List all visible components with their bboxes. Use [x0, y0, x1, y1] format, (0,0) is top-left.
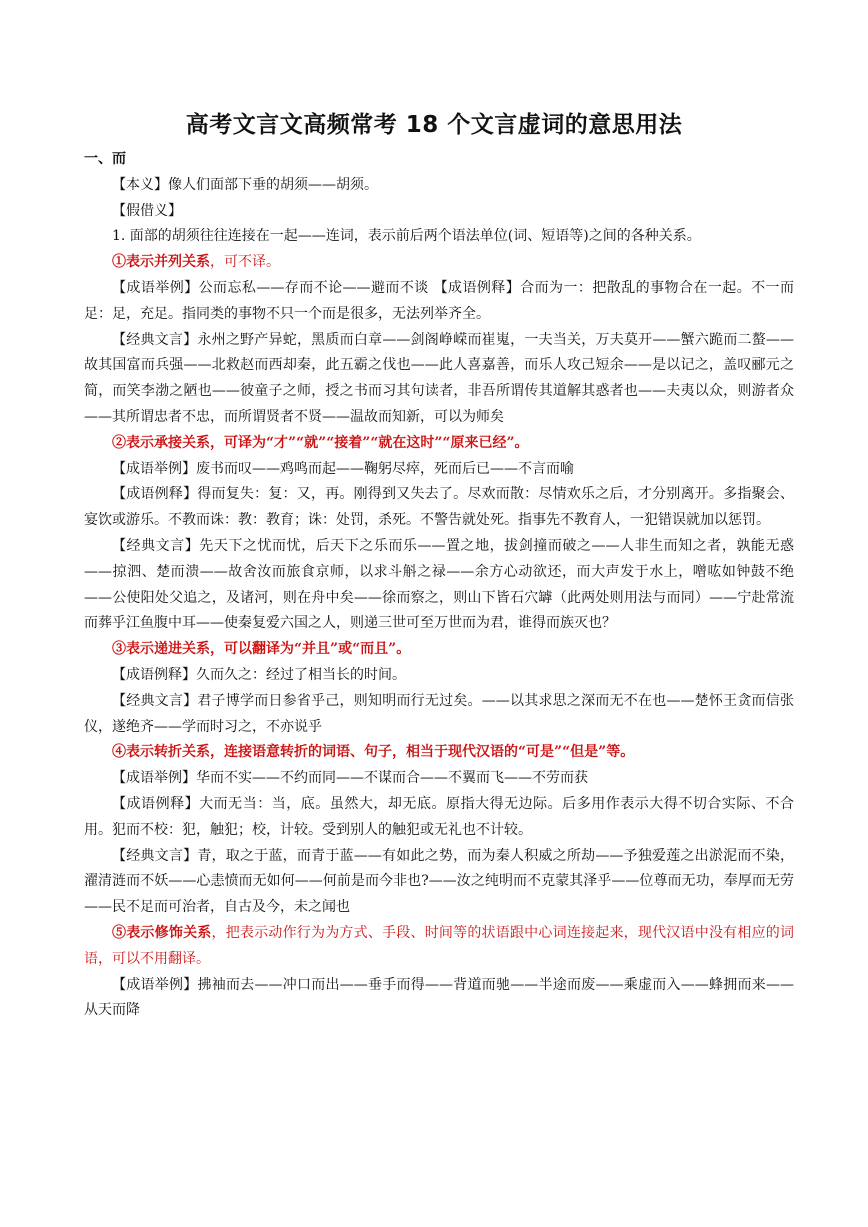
usage-5-title: ⑤表示修饰关系 [112, 924, 212, 941]
usage-1-note: ，可不译。 [210, 254, 280, 271]
usage-1-idioms: 【成语举例】公而忘私——存而不论——避而不谈 【成语例释】合而为一：把散乱的事物合在一起。不一而足：足，充足。指同类的事物不只一个而是很多，无法列举齐全。 [84, 279, 794, 322]
document-body [84, 147, 794, 1024]
usage-3-heading: ③表示递进关系，可以翻译为“并且”或“而且”。 [112, 641, 411, 658]
usage-3-explanations: 【成语例释】久而久之：经过了相当长的时间。 [112, 666, 406, 683]
usage-1-title: ①表示并列关系 [112, 254, 210, 271]
paragraph-definition-1: 1. 面部的胡须往往连接在一起——连词，表示前后两个语法单位(词、短语等)之间的各种关系。 [112, 228, 701, 245]
usage-1-classics: 【经典文言】永州之野产异蛇，黑质而白章——剑阁峥嵘而崔嵬，一夫当关，万夫莫开——蟹六跪而二螯——故其国富而兵强——北救赵而西却秦，此五霸之伐也——此人喜嘉善，而乐人攻己短余——是以记之，盖叹郦元之简，而笑李渤之陋也——彼童子之师，授之书而习其句读者，非吾所谓传其道解其惑者也——夫夷以众，则游者众——其所谓忠者不忠，而所谓贤者不贤——温故而知新，可以为师矣 [84, 331, 794, 425]
usage-2-classics: 【经典文言】先天下之忧而忧，后天下之乐而乐——置之地，拔剑撞而破之——人非生而知之者，孰能无惑——掠泗、楚而溃——故舍汝而旅食京师，以求斗斛之禄——余方心动欲还，而大声发于水上，噌吰如钟鼓不绝——公使阳处父追之，及诸河，则在舟中矣——徐而察之，则山下皆石穴罅（此两处则用法与而同）——宁赴常流而葬乎江鱼腹中耳——使秦复爱六国之人，则递三世可至万世而为君，谁得而族灭也？ [84, 537, 794, 632]
paragraph-benyi: 【本义】像人们面部下垂的胡须——胡须。 [112, 176, 378, 193]
usage-4-explanations: 【成语例释】大而无当：当，底。虽然大，却无底。原指大得无边际。后多用作表示大得不切合实际、不合用。犯而不校：犯，触犯；校，计较。受到别人的触犯或无礼也不计较。 [84, 795, 794, 838]
usage-3-classics: 【经典文言】君子博学而日参省乎己，则知明而行无过矣。——以其求思之深而无不在也——楚怀王贪而信张仪，遂绝齐——学而时习之，不亦说乎 [84, 692, 794, 735]
usage-5-idioms: 【成语举例】拂袖而去——冲口而出——垂手而得——背道而驰——半途而废——乘虚而入——蜂拥而来——从天而降 [84, 976, 794, 1019]
section-heading: 一、而 [84, 151, 126, 167]
page-title: 高考文言文高频常考 18 个文言虚词的意思用法 [185, 112, 683, 138]
usage-1-heading [84, 250, 794, 276]
usage-5-note: ，把表示动作行为为方式、手段、时间等的状语跟中心词连接起来，现代汉语中没有相应的词语，可以不用翻译。 [84, 924, 795, 967]
usage-4-classics: 【经典文言】青，取之于蓝，而青于蓝——有如此之势，而为秦人积威之所劫——予独爱莲之出淤泥而不染，濯清涟而不妖——心恚愤而无如何——何前是而今非也?——汝之纯明而不克蒙其泽乎——位尊而无功，奉厚而无劳——民不足而可治者，自古及今，未之闻也 [84, 847, 794, 916]
usage-2-explanations: 【成语例释】得而复失：复：又，再。刚得到又失去了。尽欢而散：尽情欢乐之后，才分别离开。多指聚会、宴饮或游乐。不教而诛：教：教育；诛：处罚，杀死。不警告就处死。指事先不教育人，一犯错误就加以惩罚。 [84, 486, 794, 529]
usage-4-heading: ④表示转折关系，连接语意转折的词语、句子，相当于现代汉语的“可是”“但是”等。 [112, 744, 635, 761]
usage-4-idioms: 【成语举例】华而不实——不约而同——不谋而合——不翼而飞——不劳而获 [112, 770, 588, 787]
usage-5-heading [84, 921, 794, 973]
usage-2-idioms: 【成语举例】废书而叹——鸡鸣而起——鞠躬尽瘁，死而后已——不言而喻 [112, 460, 574, 477]
paragraph-jiajieyi: 【假借义】 [112, 202, 182, 219]
usage-2-heading: ②表示承接关系，可译为“才”“就”“接着”“就在这时”“原来已经”。 [112, 434, 529, 451]
